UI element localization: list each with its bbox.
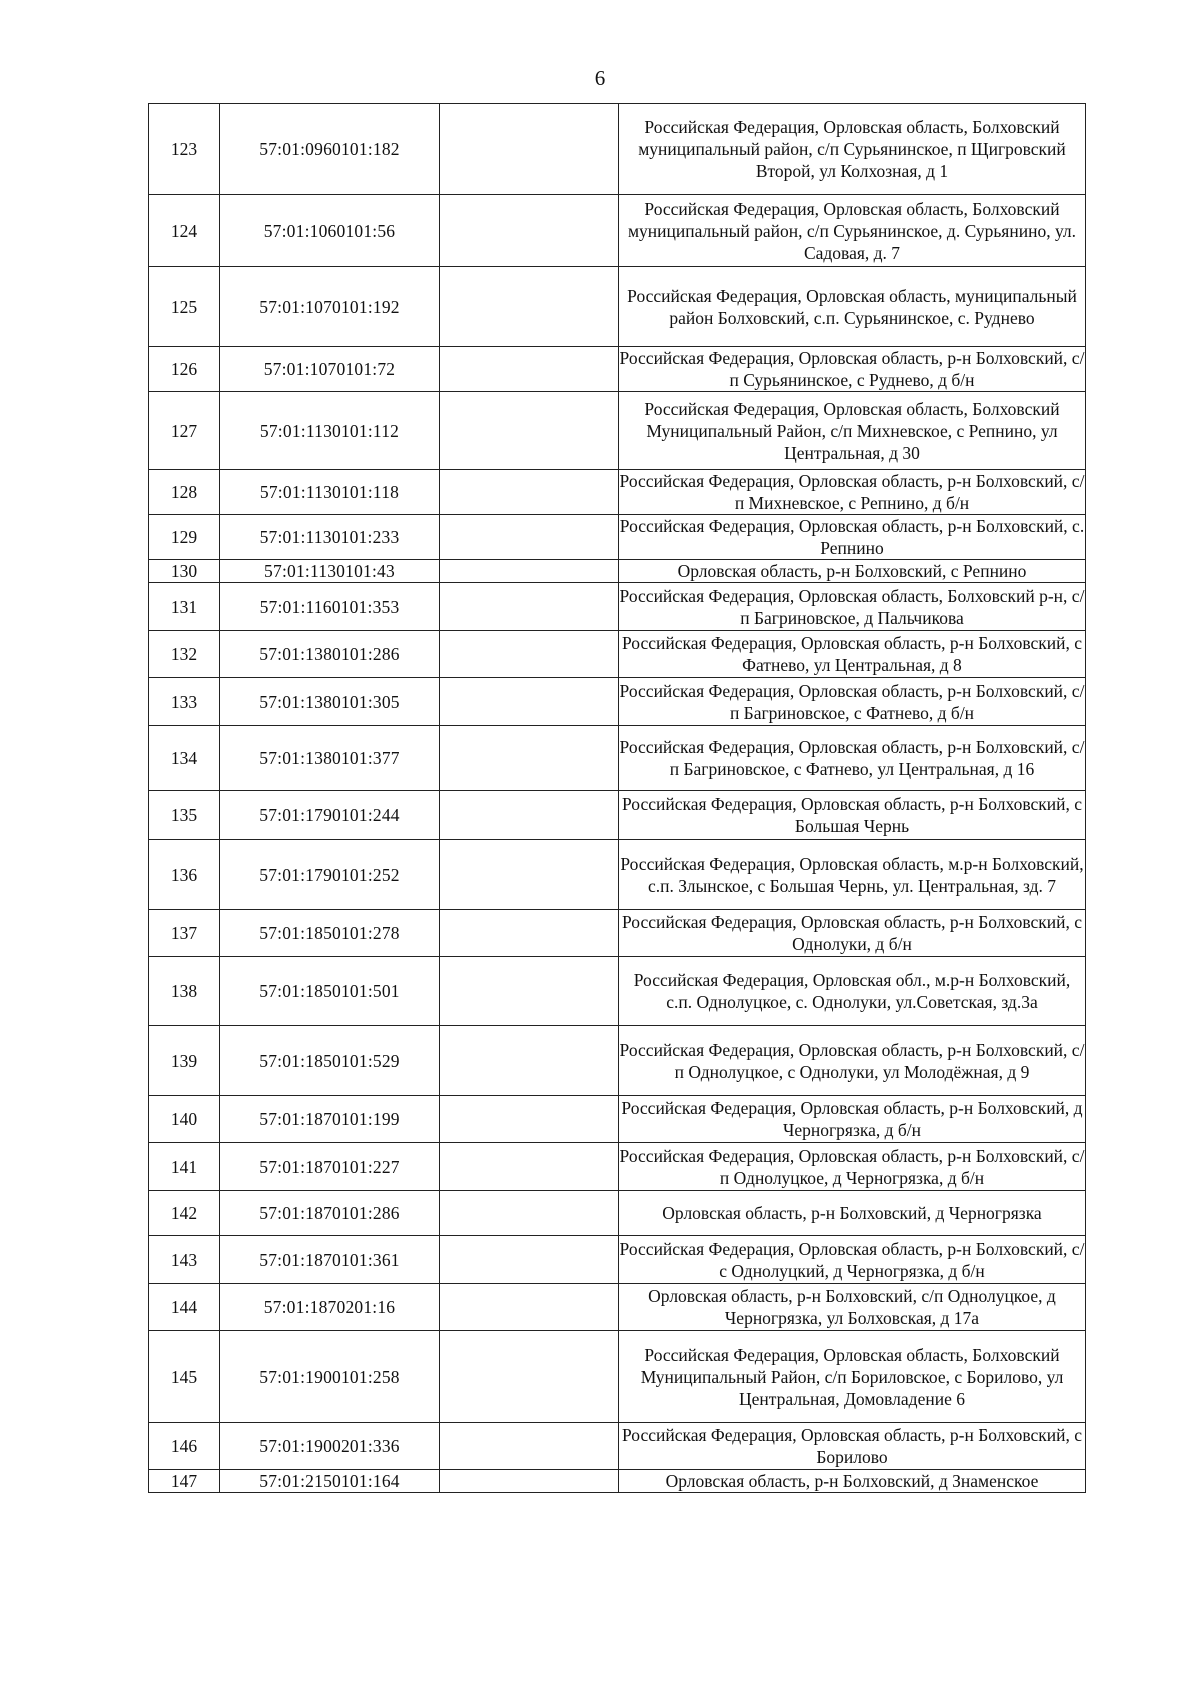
cadastral-number: 57:01:1870101:361 [220, 1236, 440, 1284]
table-row [149, 1470, 1086, 1493]
address: Российская Федерация, Орловская область, Болховский муниципальный район, с/п Сурьянинское, д. Сурьянино, ул. Садовая, д. 7 [619, 195, 1086, 267]
address: Российская Федерация, Орловская область, р-н Болховский, с/п Сурьянинское, с Руднево, д б/н [619, 348, 1085, 390]
empty-cell [440, 631, 619, 678]
cadastral-number: 57:01:1900101:258 [220, 1331, 440, 1423]
row-number: 124 [149, 195, 220, 267]
address: Российская Федерация, Орловская обл., м.р-н Болховский, с.п. Однолуцкое, с. Однолуки, ул.Советская, зд.3а [619, 957, 1086, 1026]
cadastral-number: 57:01:1130101:43 [220, 560, 440, 583]
row-number: 141 [149, 1143, 220, 1191]
cadastral-number: 57:01:1850101:529 [220, 1026, 440, 1096]
row-number: 123 [149, 104, 220, 195]
row-number: 136 [149, 840, 220, 910]
empty-cell [440, 910, 619, 957]
table-row [149, 583, 1086, 631]
address: Российская Федерация, Орловская область, р-н Болховский, д Черногрязка, д б/н [619, 1096, 1086, 1143]
cadastral-number: 57:01:1790101:244 [220, 791, 440, 840]
table-body [149, 104, 1086, 1493]
table-row [149, 1026, 1086, 1096]
empty-cell [440, 515, 619, 560]
cadastral-number: 57:01:1160101:353 [220, 583, 440, 631]
table-row [149, 560, 1086, 583]
address: Орловская область, р-н Болховский, д Черногрязка [619, 1191, 1086, 1236]
table-row [149, 104, 1086, 195]
table-row [149, 347, 1086, 392]
address: Российская Федерация, Орловская область, Болховский Муниципальный Район, с/п Михневское, с Репнино, ул Центральная, д 30 [619, 392, 1086, 470]
cadastral-number: 57:01:1870201:16 [220, 1284, 440, 1331]
table-row [149, 392, 1086, 470]
empty-cell [440, 1191, 619, 1236]
table-row [149, 1191, 1086, 1236]
empty-cell [440, 1423, 619, 1470]
cadastral-number: 57:01:1870101:199 [220, 1096, 440, 1143]
table-row [149, 515, 1086, 560]
address: Российская Федерация, Орловская область, р-н Болховский, с/п Багриновское, с Фатнево, ул Центральная, д 16 [619, 726, 1086, 791]
table-row [149, 1331, 1086, 1423]
address: Российская Федерация, Орловская область, р-н Болховский, с Большая Чернь [619, 791, 1086, 840]
empty-cell [440, 1470, 619, 1493]
table-row [149, 678, 1086, 726]
table-row [149, 470, 1086, 515]
address: Российская Федерация, Орловская область, м.р-н Болховский, с.п. Злынское, с Большая Чернь, ул. Центральная, зд. 7 [619, 840, 1086, 910]
empty-cell [440, 195, 619, 267]
row-number: 145 [149, 1331, 220, 1423]
row-number: 140 [149, 1096, 220, 1143]
address: Российская Федерация, Орловская область, р-н Болховский, с/п Михневское, с Репнино, д б/н [619, 471, 1085, 513]
empty-cell [440, 347, 619, 392]
cadastral-number: 57:01:1380101:286 [220, 631, 440, 678]
table-row [149, 791, 1086, 840]
table-row [149, 1143, 1086, 1191]
address: Орловская область, р-н Болховский, с/п Однолуцкое, д Черногрязка, ул Болховская, д 17а [619, 1284, 1086, 1331]
row-number: 135 [149, 791, 220, 840]
empty-cell [440, 678, 619, 726]
empty-cell [440, 1096, 619, 1143]
row-number: 137 [149, 910, 220, 957]
address: Российская Федерация, Орловская область, Болховский р-н, с/п Багриновское, д Пальчикова [619, 583, 1086, 631]
table-row [149, 1284, 1086, 1331]
address: Российская Федерация, Орловская область, р-н Болховский, с/п Однолуцкое, д Черногрязка, д б/н [619, 1143, 1086, 1191]
cadastral-number: 57:01:1130101:112 [220, 392, 440, 470]
row-number: 144 [149, 1284, 220, 1331]
empty-cell [440, 392, 619, 470]
empty-cell [440, 1331, 619, 1423]
table-row [149, 631, 1086, 678]
table-row [149, 1423, 1086, 1470]
empty-cell [440, 1236, 619, 1284]
row-number: 143 [149, 1236, 220, 1284]
cadastral-number: 57:01:1070101:192 [220, 267, 440, 347]
cadastral-number: 57:01:1070101:72 [220, 347, 440, 392]
table-row [149, 1236, 1086, 1284]
table-row [149, 840, 1086, 910]
row-number: 146 [149, 1423, 220, 1470]
empty-cell [440, 726, 619, 791]
address: Российская Федерация, Орловская область, р-н Болховский, с/п Багриновское, с Фатнево, д б/н [619, 678, 1086, 726]
row-number: 128 [149, 470, 220, 515]
address: Российская Федерация, Орловская область, Болховский Муниципальный Район, с/п Бориловское, с Борилово, ул Центральная, Домовладение 6 [619, 1331, 1086, 1423]
row-number: 125 [149, 267, 220, 347]
row-number: 127 [149, 392, 220, 470]
empty-cell [440, 104, 619, 195]
cadastral-number: 57:01:1870101:227 [220, 1143, 440, 1191]
address: Российская Федерация, Орловская область, Болховский муниципальный район, с/п Сурьянинское, п Щигровский Второй, ул Колхозная, д 1 [619, 104, 1086, 195]
page-number: 6 [594, 66, 606, 90]
address: Орловская область, р-н Болховский, д Знаменское [619, 1470, 1086, 1493]
row-number: 142 [149, 1191, 220, 1236]
table-row [149, 726, 1086, 791]
row-number: 132 [149, 631, 220, 678]
cadastral-number: 57:01:2150101:164 [220, 1470, 440, 1493]
address: Российская Федерация, Орловская область, р-н Болховский, с/п Однолуцкое, с Однолуки, ул Молодёжная, д 9 [619, 1026, 1086, 1096]
empty-cell [440, 560, 619, 583]
empty-cell [440, 957, 619, 1026]
address: Российская Федерация, Орловская область, р-н Болховский, с Однолуки, д б/н [619, 910, 1086, 957]
table-row [149, 910, 1086, 957]
row-number: 126 [149, 347, 220, 392]
row-number: 134 [149, 726, 220, 791]
cadastral-number: 57:01:1850101:278 [220, 910, 440, 957]
row-number: 139 [149, 1026, 220, 1096]
cadastral-number: 57:01:1130101:233 [220, 515, 440, 560]
cadastral-number: 57:01:1850101:501 [220, 957, 440, 1026]
cadastral-number: 57:01:0960101:182 [220, 104, 440, 195]
cadastral-number: 57:01:1060101:56 [220, 195, 440, 267]
cadastral-number: 57:01:1130101:118 [220, 470, 440, 515]
address: Российская Федерация, Орловская область, р-н Болховский, с Борилово [619, 1423, 1086, 1470]
empty-cell [440, 1143, 619, 1191]
address: Российская Федерация, Орловская область, муниципальный район Болховский, с.п. Сурьянинское, с. Руднево [619, 267, 1086, 347]
cadastral-number: 57:01:1380101:305 [220, 678, 440, 726]
cadastral-number: 57:01:1900201:336 [220, 1423, 440, 1470]
row-number: 147 [149, 1470, 220, 1493]
empty-cell [440, 470, 619, 515]
cadastral-number: 57:01:1380101:377 [220, 726, 440, 791]
empty-cell [440, 791, 619, 840]
table-row [149, 1096, 1086, 1143]
row-number: 133 [149, 678, 220, 726]
empty-cell [440, 1026, 619, 1096]
row-number: 130 [149, 560, 220, 583]
cadastral-table [148, 103, 1086, 1493]
row-number: 138 [149, 957, 220, 1026]
cadastral-number: 57:01:1790101:252 [220, 840, 440, 910]
address: Российская Федерация, Орловская область, р-н Болховский, с Фатнево, ул Центральная, д 8 [619, 631, 1086, 678]
row-number: 131 [149, 583, 220, 631]
cadastral-number: 57:01:1870101:286 [220, 1191, 440, 1236]
empty-cell [440, 1284, 619, 1331]
table-row [149, 957, 1086, 1026]
address: Орловская область, р-н Болховский, с Репнино [619, 560, 1086, 583]
table-row [149, 195, 1086, 267]
row-number: 129 [149, 515, 220, 560]
empty-cell [440, 267, 619, 347]
table-row [149, 267, 1086, 347]
address: Российская Федерация, Орловская область, р-н Болховский, с. Репнино [619, 516, 1085, 558]
empty-cell [440, 840, 619, 910]
empty-cell [440, 583, 619, 631]
address: Российская Федерация, Орловская область, р-н Болховский, с/с Однолуцкий, д Черногрязка, д б/н [619, 1236, 1086, 1284]
